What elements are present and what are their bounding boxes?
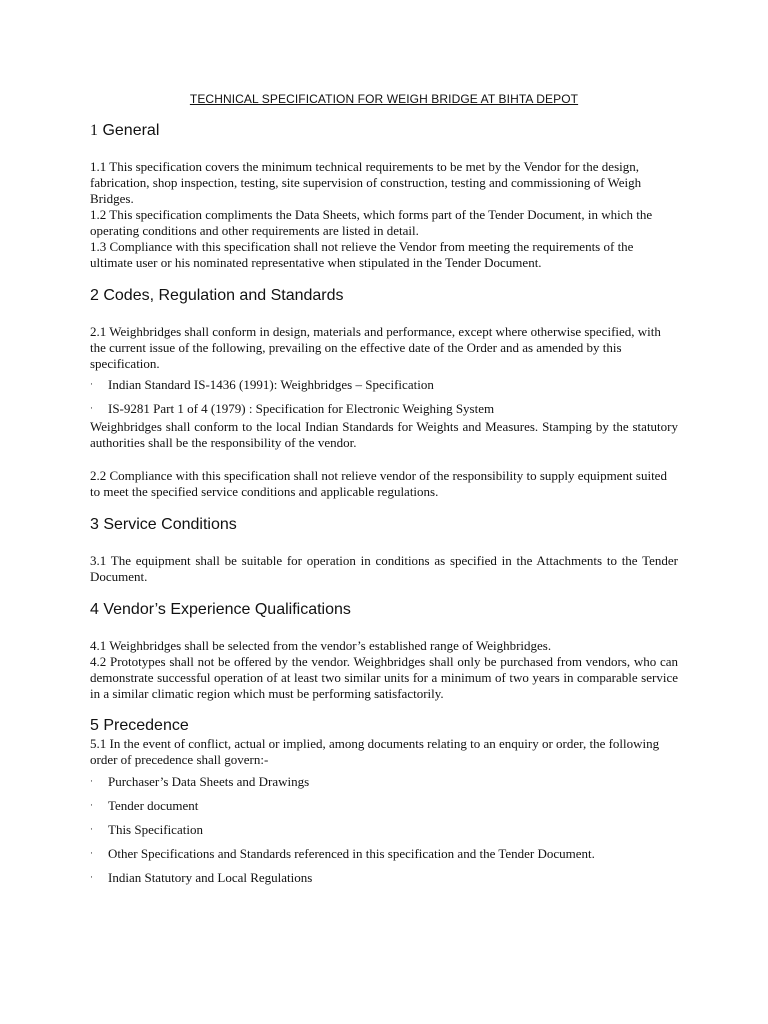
list-item xyxy=(90,869,678,886)
document-title: TECHNICAL SPECIFICATION FOR WEIGH BRIDGE AT BIHTA DEPOT xyxy=(189,92,579,106)
list-item-text: IS-9281 Part 1 of 4 (1979) : Specification for Electronic Weighing System xyxy=(108,401,495,416)
list-item-text: Other Specifications and Standards referenced in this specification and the Tender Document. xyxy=(108,846,595,861)
bullet-icon: · xyxy=(90,776,93,786)
bullet-icon: · xyxy=(90,379,93,389)
para-5-1: 5.1 In the event of conflict, actual or implied, among documents relating to an enquiry or order, the following order of precedence shall govern:- xyxy=(90,736,660,767)
bullet-icon: · xyxy=(90,824,93,834)
section-1-heading xyxy=(90,122,159,140)
list-item-text: Purchaser’s Data Sheets and Drawings xyxy=(108,774,310,789)
para-2-1: 2.1 Weighbridges shall conform in design, materials and performance, except where otherwise specified, with the current issue of the following, prevailing on the effective date of the Order and as amended by this specification. xyxy=(90,324,661,371)
list-item xyxy=(90,376,678,393)
list-item xyxy=(90,821,678,838)
bullet-icon: · xyxy=(90,872,93,882)
bullet-icon: · xyxy=(90,403,93,413)
bullet-icon: · xyxy=(90,848,93,858)
section-4-heading: 4 Vendor’s Experience Qualifications xyxy=(90,601,351,618)
para-1-1: 1.1 This specification covers the minimum technical requirements to be met by the Vendor for the design, fabrication, shop inspection, testing, site supervision of construction, testing and commissioning of Weigh Bridges. xyxy=(90,159,642,206)
section-2-heading: 2 Codes, Regulation and Standards xyxy=(90,287,344,304)
para-2-stamping: Weighbridges shall conform to the local Indian Standards for Weights and Measures. Stamping by the statutory authorities shall be the responsibility of the vendor. xyxy=(90,419,678,450)
para-3-1: 3.1 The equipment shall be suitable for operation in conditions as specified in the Attachments to the Tender Document. xyxy=(90,553,678,584)
para-1-3: 1.3 Compliance with this specification shall not relieve the Vendor from meeting the requirements of the ultimate user or his nominated representative when stipulated in the Tender Document. xyxy=(90,239,634,270)
section-1-title: General xyxy=(102,122,160,139)
para-4-2: 4.2 Prototypes shall not be offered by the vendor. Weighbridges shall only be purchased from vendors, who can demonstrate successful operation of at least two similar units for a minimum of two years in comparable service in a similar climatic region which must be performing satisfactorily. xyxy=(90,654,678,701)
list-item xyxy=(90,400,678,417)
list-item xyxy=(90,797,678,814)
list-item-text: Tender document xyxy=(108,798,199,813)
section-1-number: 1 xyxy=(90,122,98,139)
list-item-text: Indian Statutory and Local Regulations xyxy=(108,870,313,885)
list-item xyxy=(90,845,678,862)
section-3-heading: 3 Service Conditions xyxy=(90,516,237,533)
para-4-1: 4.1 Weighbridges shall be selected from the vendor’s established range of Weighbridges. xyxy=(90,638,552,653)
section-5-heading: 5 Precedence xyxy=(90,717,189,734)
para-1-2: 1.2 This specification compliments the Data Sheets, which forms part of the Tender Document, in which the operating conditions and other requirements are listed in detail. xyxy=(90,207,653,238)
para-2-2: 2.2 Compliance with this specification shall not relieve vendor of the responsibility to supply equipment suited to meet the specified service conditions and applicable regulations. xyxy=(90,468,667,499)
list-item-text: Indian Standard IS-1436 (1991): Weighbridges – Specification xyxy=(108,377,434,392)
list-item-text: This Specification xyxy=(108,822,203,837)
list-item xyxy=(90,773,678,790)
bullet-icon: · xyxy=(90,800,93,810)
